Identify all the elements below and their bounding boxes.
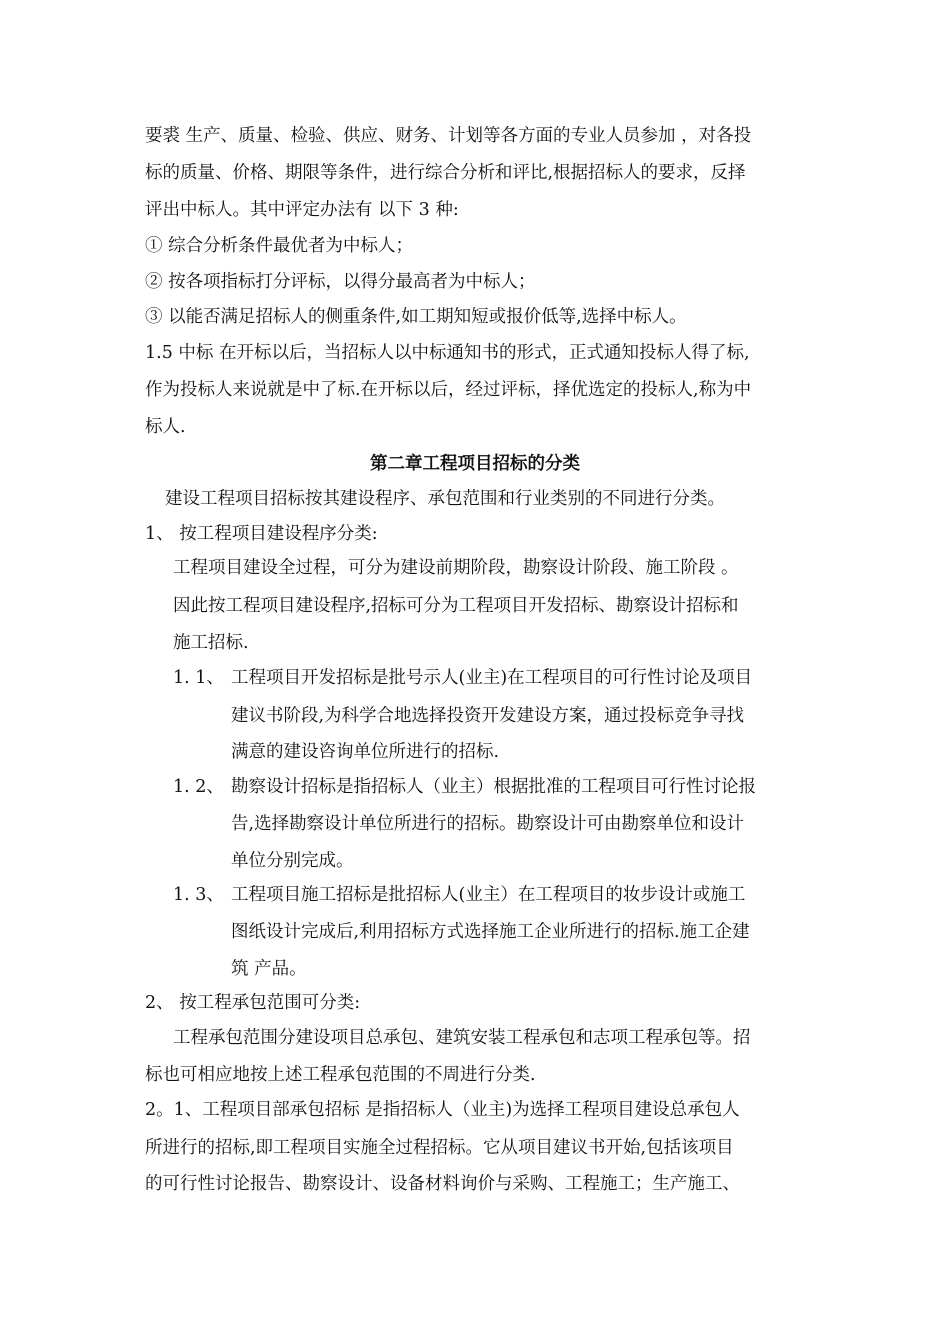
subsection-1-line-3: 满意的建设咨询单位所进行的招标. bbox=[231, 742, 500, 762]
section1-body-line-2: 因此按工程项目建设程序,招标可分为工程项目开发招标、勘察设计招标和 bbox=[173, 596, 739, 616]
subsection-3-line-3: 筑 产品。 bbox=[231, 959, 307, 979]
subsection-2-line-1: 勘察设计招标是指招标人（业主）根据批准的工程项目可行性讨论报 bbox=[231, 777, 756, 797]
subsection-2-number: 1. 2、 bbox=[173, 777, 224, 797]
section21-line-2: 所进行的招标,即工程项目实施全过程招标。它从项目建议书开始,包括该项目 bbox=[145, 1138, 734, 1158]
subsection-3-line-1: 工程项目施工招标是批招标人(业主）在工程项目的妆步设计或施工 bbox=[231, 885, 746, 905]
intro-line-3: 评出中标人。其中评定办法有 以下 3 种: bbox=[145, 200, 459, 220]
subsection-3-line-2: 图纸设计完成后,利用招标方式选择施工企业所进行的招标.施工企建 bbox=[231, 922, 750, 942]
chapter-title: 第二章工程项目招标的分类 bbox=[370, 454, 580, 474]
subsection-2-line-2: 告,选择勘察设计单位所进行的招标。勘察设计可由勘察单位和设计 bbox=[231, 814, 745, 834]
subsection-1-number: 1. 1、 bbox=[173, 668, 224, 688]
chapter-intro: 建设工程项目招标按其建设程序、承包范围和行业类别的不同进行分类。 bbox=[165, 489, 725, 509]
intro-line-1: 要裘 生产、质量、检验、供应、财务、计划等各方面的专业人员参加 ，对各投 bbox=[145, 126, 752, 146]
criteria-item-1: ① 综合分析条件最优者为中标人； bbox=[145, 236, 414, 256]
section1-heading: 1、 按工程项目建设程序分类: bbox=[145, 524, 378, 544]
award-line-2: 作为投标人来说就是中了标.在开标以后，经过评标，择优选定的投标人,称为中 bbox=[145, 380, 752, 400]
section1-body-line-3: 施工招标. bbox=[173, 633, 249, 653]
subsection-3-number: 1. 3、 bbox=[173, 885, 224, 905]
section21-line-3: 的可行性讨论报告、勘察设计、设备材料询价与采购、工程施工；生产施工、 bbox=[145, 1174, 740, 1194]
subsection-1-line-1: 工程项目开发招标是批号示人(业主)在工程项目的可行性讨论及项目 bbox=[231, 668, 753, 688]
section2-heading: 2、 按工程承包范围可分类: bbox=[145, 993, 361, 1013]
intro-line-2: 标的质量、价格、期限等条件，进行综合分析和评比,根据招标人的要求，反择 bbox=[145, 163, 746, 183]
award-line-1: 1.5 中标 在开标以后，当招标人以中标通知书的形式，正式通知投标人得了标, bbox=[145, 343, 750, 363]
criteria-item-2: ② 按各项指标打分评标，以得分最高者为中标人； bbox=[145, 272, 536, 292]
section1-body-line-1: 工程项目建设全过程，可分为建设前期阶段，勘察设计阶段、施工阶段 。 bbox=[173, 558, 739, 578]
award-line-3: 标人. bbox=[145, 417, 186, 437]
criteria-item-3: ③ 以能否满足招标人的侧重条件,如工期知短或报价低等,选择中标人。 bbox=[145, 307, 687, 327]
section2-body-line-1: 工程承包范围分建设项目总承包、建筑安装工程承包和志项工程承包等。招 bbox=[173, 1028, 751, 1048]
section2-body-line-2: 标也可相应地按上述工程承包范围的不周进行分类. bbox=[145, 1065, 536, 1085]
section21-line-1: 2。1、工程项目部承包招标 是指招标人（业主)为选择工程项目建设总承包人 bbox=[145, 1100, 740, 1120]
subsection-1-line-2: 建议书阶段,为科学合地选择投资开发建设方案，通过投标竞争寻找 bbox=[231, 706, 745, 726]
subsection-2-line-3: 单位分别完成。 bbox=[231, 851, 354, 871]
